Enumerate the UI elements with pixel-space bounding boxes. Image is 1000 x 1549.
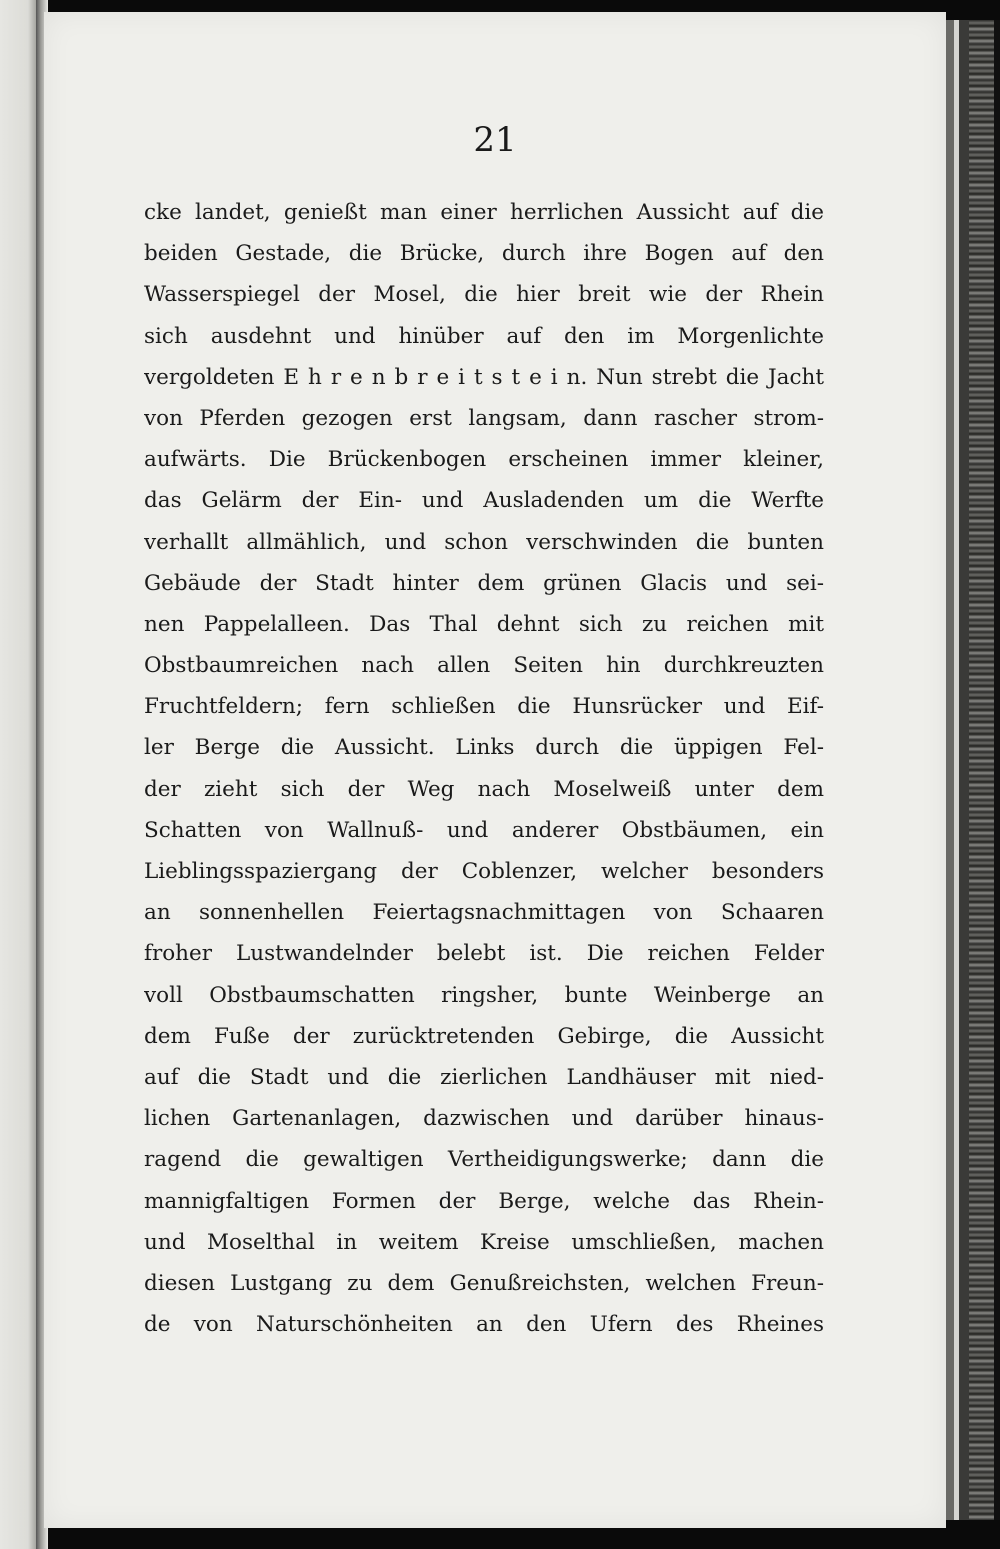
text-line: dem Fuße der zurücktretenden Gebirge, die Aussicht [144,1023,824,1049]
text-line: froher Lustwandelnder belebt ist. Die reichen Felder [144,941,824,967]
text-line: Obstbaumreichen nach allen Seiten hin durchkreuzten [144,653,824,679]
text-line: diesen Lustgang zu dem Genußreichsten, welchen Freun- [144,1270,824,1296]
text-line: voll Obstbaumschatten ringsher, bunte Weinberge an [144,982,824,1008]
text-line: der zieht sich der Weg nach Moselweiß unter dem [144,776,824,802]
text-line: cke landet, genießt man einer herrlichen Aussicht auf die [144,200,824,225]
text-line: Wasserspiegel der Mosel, die hier breit wie der Rhein [144,282,824,308]
body-text [144,192,824,1345]
text-line: de von Naturschönheiten an den Ufern des Rheines [144,1312,824,1338]
page-stack-edge [946,20,954,1520]
marbled-cover-edge [969,20,994,1520]
left-page-edge [0,0,40,1549]
page-stack-edge [959,20,969,1520]
cover-edge [994,20,1000,1520]
text-line: sich ausdehnt und hinüber auf den im Morgenlichte [144,323,824,349]
text-line: aufwärts. Die Brückenbogen erscheinen immer kleiner, [144,447,824,473]
text-line: Fruchtfeldern; fern schließen die Hunsrücker und Eif- [144,694,824,720]
text-line: ragend die gewaltigen Vertheidigungswerke; dann die [144,1147,824,1173]
text-line: nen Pappelalleen. Das Thal dehnt sich zu reichen mit [144,611,824,637]
text-line: das Gelärm der Ein- und Ausladenden um die Werfte [144,488,824,514]
text-line: lichen Gartenanlagen, dazwischen und darüber hinaus- [144,1106,824,1132]
text-line: vergoldeten E h r e n b r e i t s t e i n. Nun strebt die Jacht [144,364,824,390]
text-line: ler Berge die Aussicht. Links durch die üppigen Fel- [144,735,824,761]
text-line: beiden Gestade, die Brücke, durch ihre Bogen auf den [144,241,824,267]
book-page [44,12,946,1528]
text-line: Lieblingsspaziergang der Coblenzer, welcher besonders [144,859,824,884]
text-line: verhallt allmählich, und schon verschwinden die bunten [144,529,824,555]
text-line: mannigfaltigen Formen der Berge, welche das Rhein- [144,1188,824,1214]
text-line: Schatten von Wallnuß- und anderer Obstbäumen, ein [144,817,824,843]
text-line: und Moselthal in weitem Kreise umschließen, machen [144,1229,824,1255]
text-line: an sonnenhellen Feiertagsnachmittagen von Schaaren [144,900,824,926]
text-line: Gebäude der Stadt hinter dem grünen Glacis und sei- [144,570,824,596]
text-line: von Pferden gezogen erst langsam, dann rascher strom- [144,405,824,431]
page-number: 21 [473,120,517,160]
text-line: auf die Stadt und die zierlichen Landhäuser mit nied- [144,1064,824,1090]
